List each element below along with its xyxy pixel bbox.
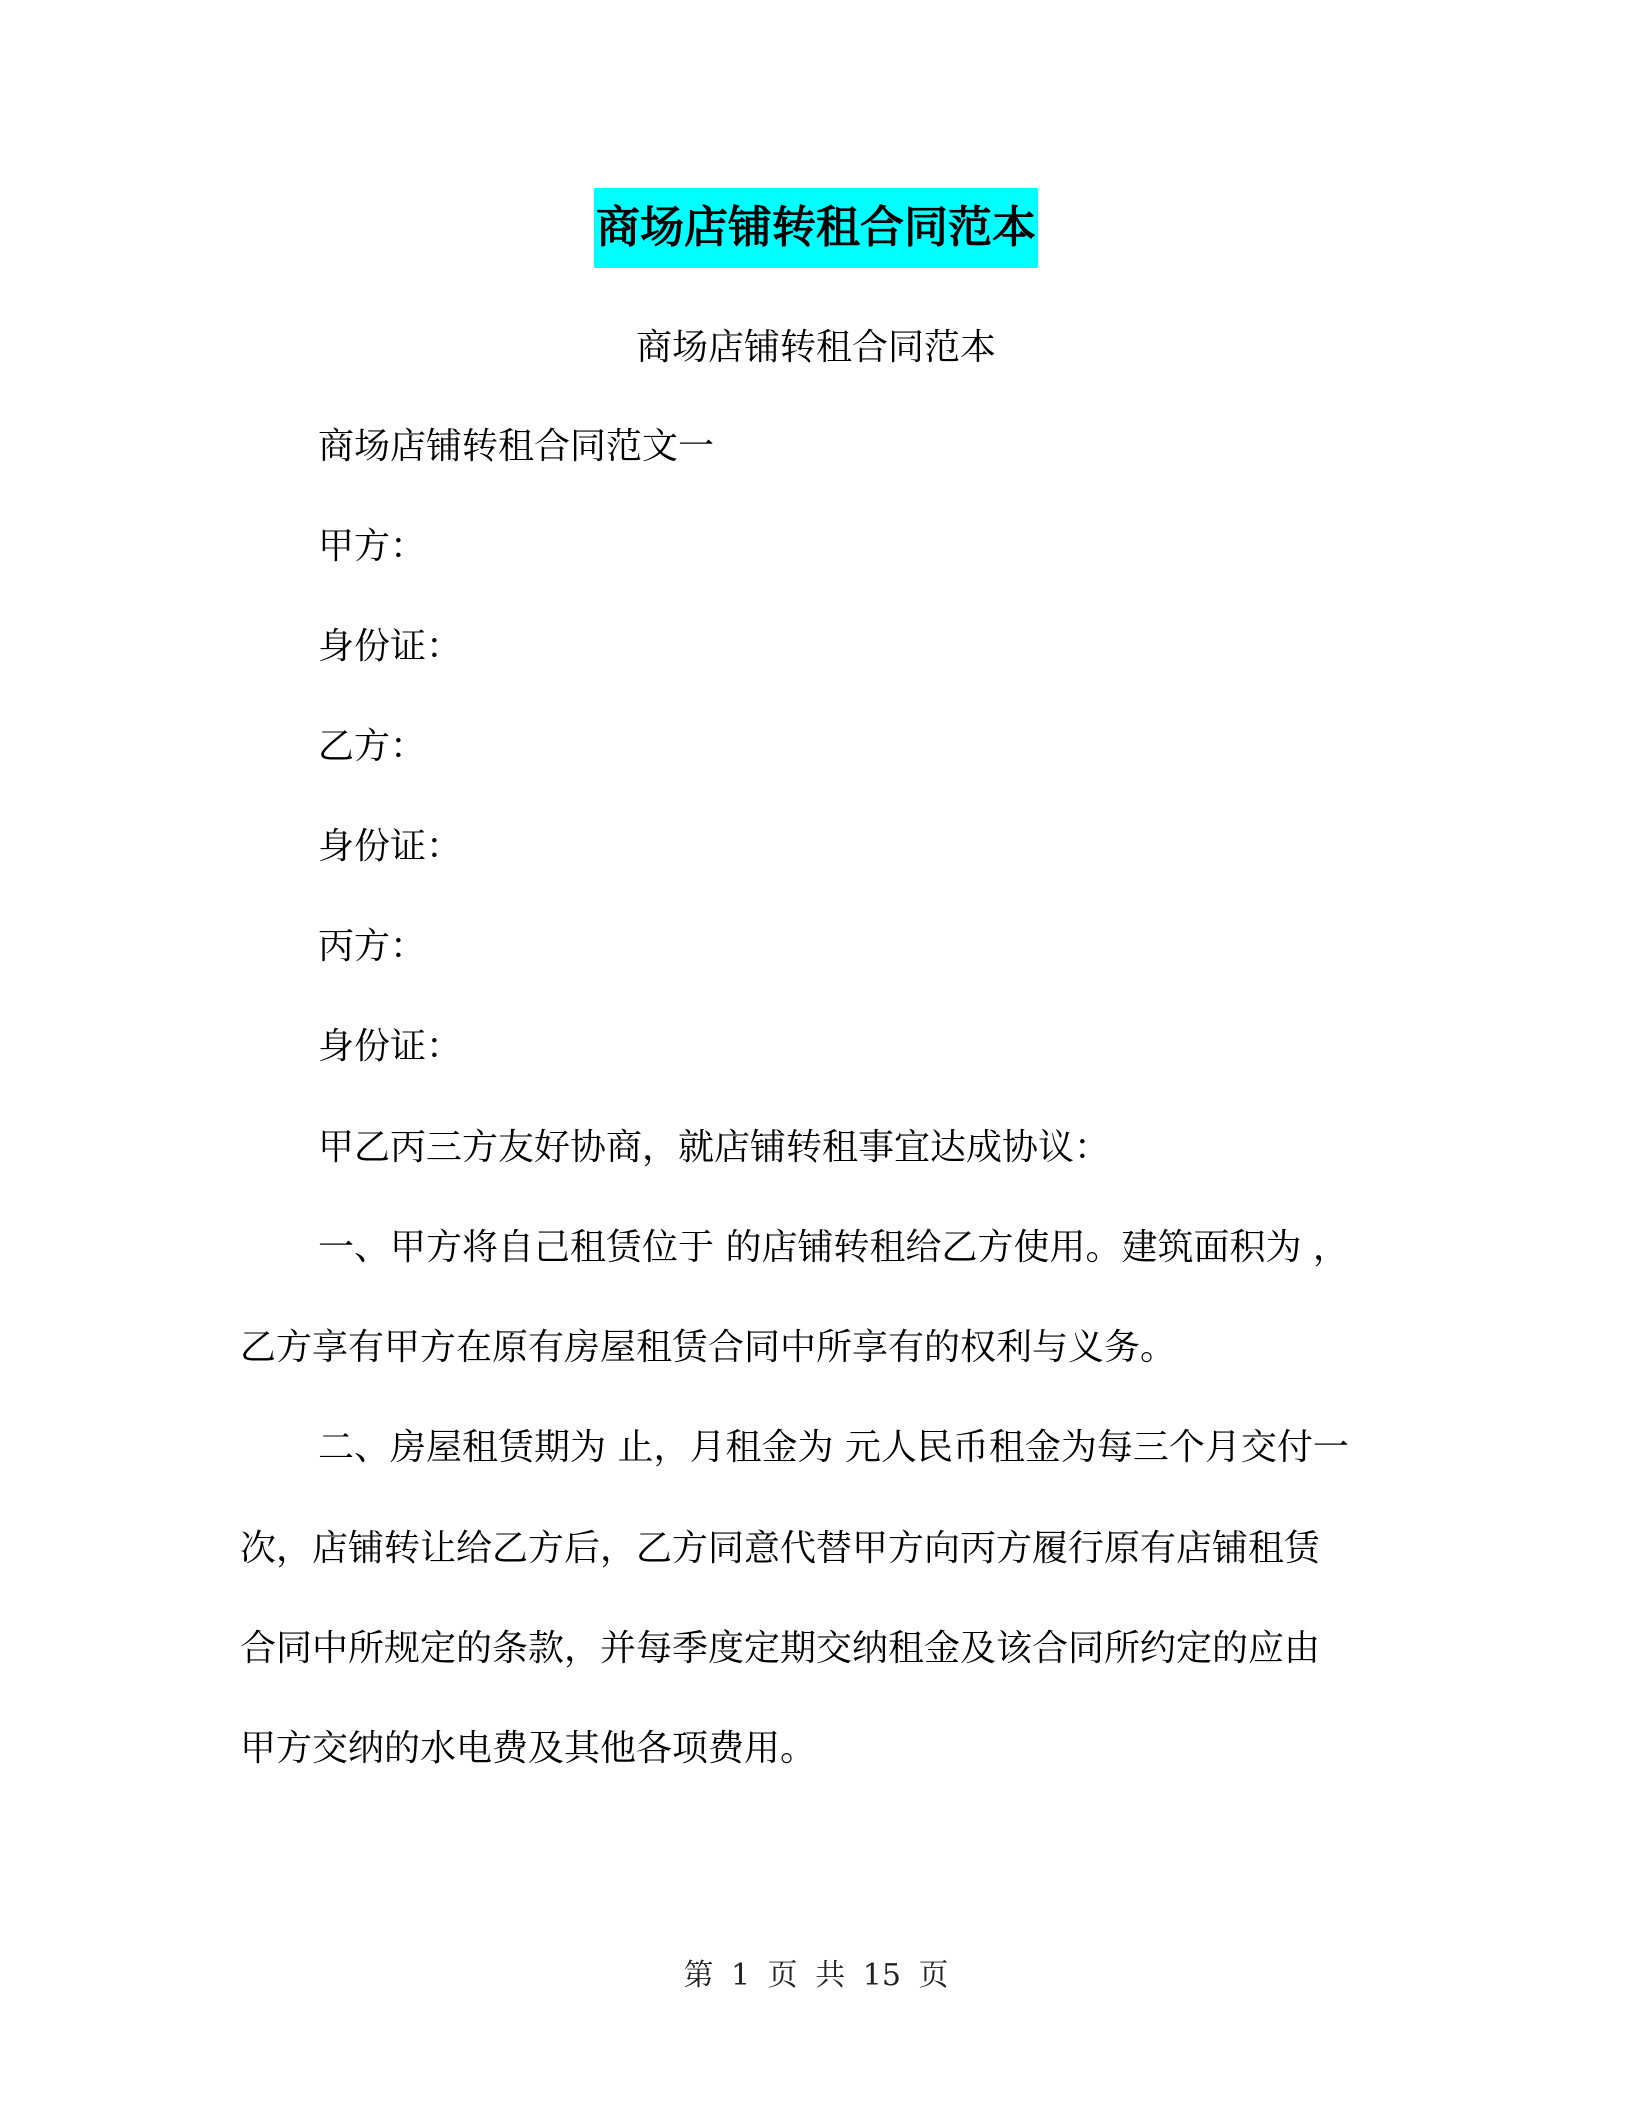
clause-1-line-1: 一、甲方将自己租赁位于 的店铺转租给乙方使用。建筑面积为 ， xyxy=(318,1227,1349,1268)
clause-1-line-2: 乙方享有甲方在原有房屋租赁合同中所享有的权利与义务。 xyxy=(240,1327,1177,1368)
clause-2-line-3: 合同中所规定的条款，并每季度定期交纳租金及该合同所约定的应由 xyxy=(240,1628,1321,1669)
intro-paragraph: 甲乙丙三方友好协商，就店铺转租事宜达成协议： xyxy=(318,1127,1111,1168)
clause-2-line-2: 次，店铺转让给乙方后，乙方同意代替甲方向丙方履行原有店铺租赁 xyxy=(240,1528,1321,1569)
party-a-label: 甲方： xyxy=(318,526,427,567)
highlighted-title: 商场店铺转租合同范本 xyxy=(594,188,1038,268)
section-heading: 商场店铺转租合同范文一 xyxy=(318,426,715,467)
party-a-id-label: 身份证： xyxy=(318,626,463,667)
clause-2-line-1: 二、房屋租赁期为 止，月租金为 元人民币租金为每三个月交付一 xyxy=(318,1427,1349,1468)
party-b-label: 乙方： xyxy=(318,726,427,767)
page-number-footer: 第 1 页 共 15 页 xyxy=(683,1958,949,1993)
document-subtitle: 商场店铺转租合同范本 xyxy=(635,327,996,368)
title-container xyxy=(0,188,1632,268)
party-b-id-label: 身份证： xyxy=(318,826,463,867)
party-c-label: 丙方： xyxy=(318,926,427,967)
clause-2-line-4: 甲方交纳的水电费及其他各项费用。 xyxy=(240,1728,817,1769)
party-c-id-label: 身份证： xyxy=(318,1026,463,1067)
